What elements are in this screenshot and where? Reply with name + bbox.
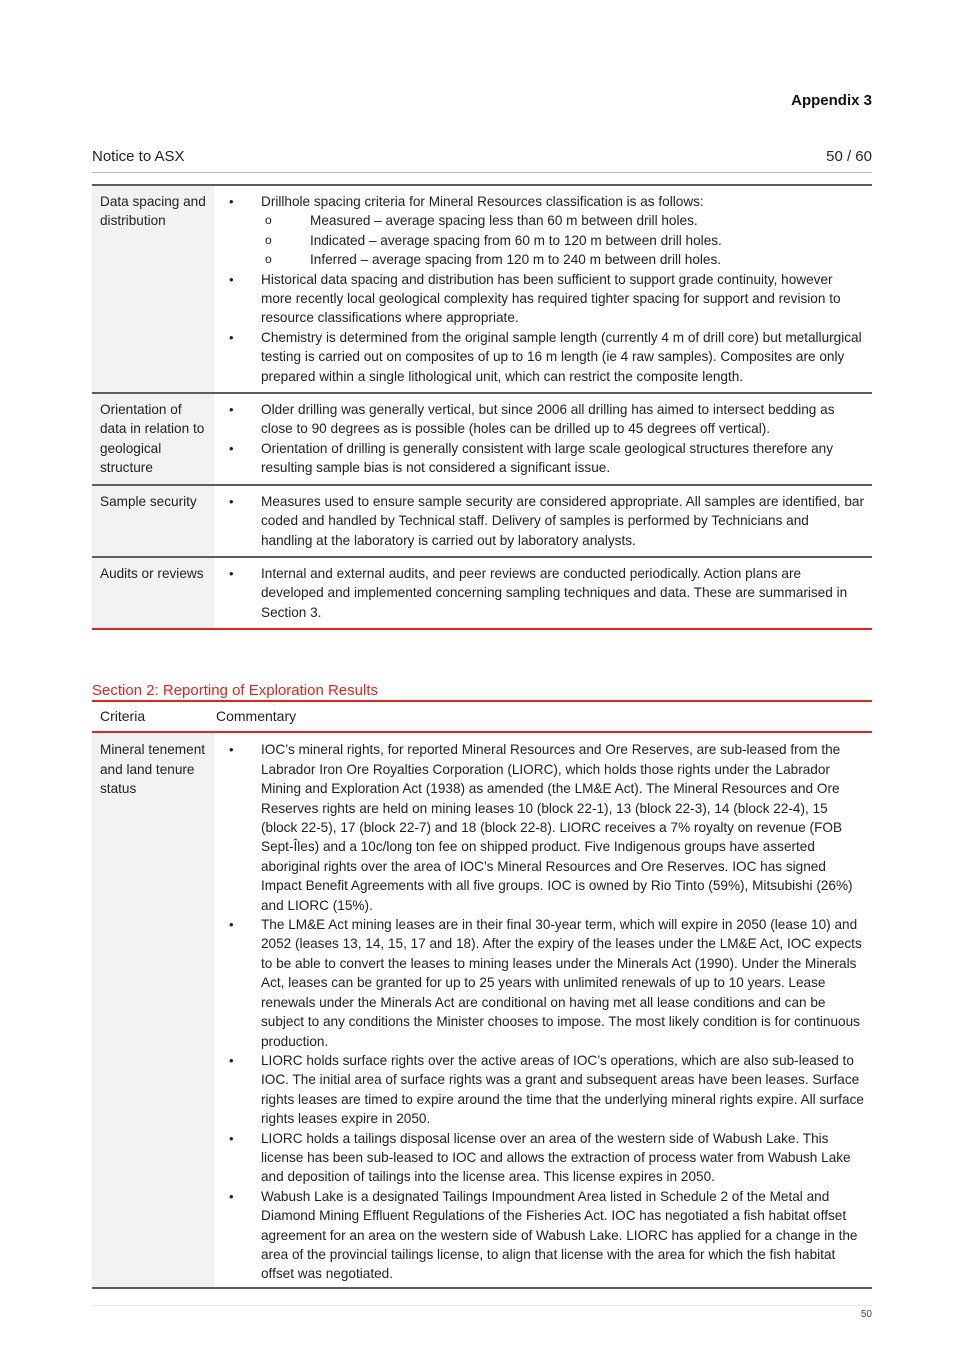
table-row-sample-security — [92, 485, 872, 557]
commentary-cell — [214, 393, 872, 485]
section1-continuation-table — [92, 184, 872, 630]
criteria-cell: Data spacing and distribution — [92, 185, 214, 393]
footer-divider — [92, 1305, 872, 1306]
commentary-cell — [214, 557, 872, 629]
table-row-audits — [92, 557, 872, 629]
sub-bullet-item: o Measured – average spacing less than 60 m between drill holes. — [261, 211, 864, 230]
bullet-item: • Orientation of drilling is generally consistent with large scale geological structures therefore any resulting sample bias is not considered a significant issue. — [214, 439, 864, 478]
commentary-cell — [214, 732, 872, 1287]
bullet-text: Drillhole spacing criteria for Mineral Resources classification is as follows: — [261, 194, 704, 209]
section2-table — [92, 704, 872, 1289]
commentary-cell — [214, 185, 872, 393]
bullet-item: • LIORC holds a tailings disposal license over an area of the western side of Wabush Lake. This license has been sub-leased to IOC and allows the extraction of process water from Wabush Lake and deposition of tailings into the license area. This license expires in 2050. — [214, 1129, 864, 1187]
bullet-item: • Wabush Lake is a designated Tailings Impoundment Area listed in Schedule 2 of the Metal and Diamond Mining Effluent Regulations of the Fisheries Act. IOC has negotiated a fish habitat offset agreement for an area on the western side of Wabush Lake. LIORC has applied for a change in the area of the provincial tailings license, to align that license with the area for which the fish habitat offset was negotiated. — [214, 1187, 864, 1284]
table-header-row — [92, 704, 872, 732]
commentary-cell — [214, 485, 872, 557]
bullet-item: • Measures used to ensure sample security are considered appropriate. All samples are identified, bar coded and handled by Technical staff. Delivery of samples is performed by Technicians and handling at the laboratory is carried out by laboratory analysts. — [214, 492, 864, 550]
table-row-orientation — [92, 393, 872, 485]
bullet-item: • Chemistry is determined from the original sample length (currently 4 m of drill core) but metallurgical testing is carried out on composites of up to 16 m length (ie 4 raw samples). Composites are only prepared within a single lithological unit, which can restrict the composite length. — [214, 328, 864, 386]
table-row-mineral-tenement — [92, 732, 872, 1287]
page-indicator: 50 / 60 — [826, 148, 872, 165]
criteria-cell: Mineral tenement and land tenure status — [92, 732, 214, 1287]
criteria-cell: Orientation of data in relation to geological structure — [92, 393, 214, 485]
bullet-item: • IOC’s mineral rights, for reported Mineral Resources and Ore Reserves, are sub-leased from the Labrador Iron Ore Royalties Corporation (LIORC), which holds those rights under the Labrador Mining and Exploration Act (1938) as amended (the LM&E Act). The Mineral Resources and Ore Reserves rights are held on mining leases 10 (block 22-1), 13 (block 22-3), 14 (block 22-4), 15 (block 22-5), 17 (block 22-7) and 18 (block 22-8). LIORC receives a 7% royalty on revenue (FOB Sept-Îles) and a 10c/long ton fee on shipped product. Five Indigenous groups have asserted aboriginal rights over the area of IOC’s Mineral Resources and Ore Reserves. IOC has signed Impact Benefit Agreements with all five groups. IOC is owned by Rio Tinto (59%), Mitsubishi (26%) and LIORC (15%). — [214, 740, 864, 915]
bullet-item: • Older drilling was generally vertical, but since 2006 all drilling has aimed to intersect bedding as close to 90 degrees as is possible (holes can be drilled up to 45 degrees off vertical). — [214, 400, 864, 439]
criteria-cell: Sample security — [92, 485, 214, 557]
bullet-item: • Internal and external audits, and peer reviews are conducted periodically. Action plans are developed and implemented concerning sampling techniques and data. These are summarised in Section 3. — [214, 564, 864, 622]
sub-bullet-item: o Inferred – average spacing from 120 m to 240 m between drill holes. — [261, 250, 864, 269]
bullet-item: • Historical data spacing and distribution has been sufficient to support grade continuity, however more recently local geological complexity has required tighter spacing for support and revision to resource classifications where appropriate. — [214, 270, 864, 328]
header-criteria: Criteria — [92, 704, 214, 732]
criteria-cell: Audits or reviews — [92, 557, 214, 629]
notice-title: Notice to ASX — [92, 148, 185, 165]
sub-bullet-item: o Indicated – average spacing from 60 m to 120 m between drill holes. — [261, 231, 864, 250]
page-header — [92, 148, 872, 173]
section2-title: Section 2: Reporting of Exploration Results — [92, 682, 872, 702]
header-commentary: Commentary — [214, 704, 872, 732]
bullet-item: • LIORC holds surface rights over the active areas of IOC’s operations, which are also sub-leased to IOC. The initial area of surface rights was a grant and subsequent areas have been leases. Surface rights leases are timed to expire around the time that the underlying mineral rights expire. All surface rights leases expire in 2050. — [214, 1051, 864, 1129]
appendix-label: Appendix 3 — [791, 92, 872, 109]
bullet-item: • The LM&E Act mining leases are in their final 30-year term, which will expire in 2050 (lease 10) and 2052 (leases 13, 14, 15, 17 and 18). After the expiry of the leases under the LM&E Act, IOC expects to be able to convert the leases to mining leases under the Minerals Act (1990). Under the Minerals Act, leases can be granted for up to 25 years with unlimited renewals of up to 10 years. Lease renewals under the Minerals Act are conditional on having met all lease conditions and can be subject to any conditions the Minister chooses to impose. The most likely condition is for continuous production. — [214, 915, 864, 1051]
bullet-item — [214, 192, 864, 270]
table-row-data-spacing — [92, 185, 872, 393]
footer-page-number: 50 — [860, 1309, 872, 1320]
